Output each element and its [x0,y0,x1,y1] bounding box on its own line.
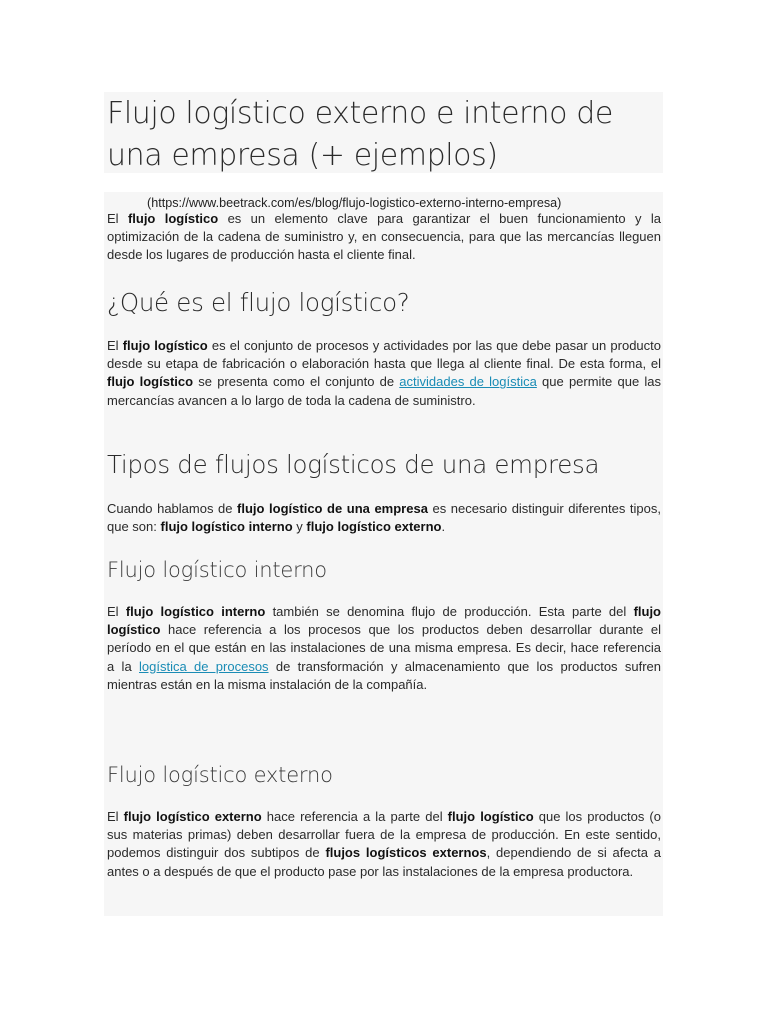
heading-types: Tipos de flujos logísticos de una empresa [107,450,600,479]
external-paragraph [107,808,661,881]
what-is-paragraph [107,337,661,410]
source-url: (https://www.beetrack.com/es/blog/flujo-logistico-externo-interno-empresa) [147,196,562,210]
text: . [441,519,446,535]
text: se presenta como el conjunto de [193,374,400,390]
page-title-text: Flujo logístico externo e interno de una empresa (+ ejemplos) [107,96,613,173]
text: El [107,211,128,226]
text: es un elemento clave para garantizar el buen funcionamiento y la optimización de la cadena de suministro y, en consecuencia, para que las mercancías lleguen desde los lugares de producción hasta el cliente final. [107,211,661,263]
text: y [292,519,307,535]
text: El [107,809,124,824]
bold-term: flujo logístico externo [123,809,262,824]
text: El [107,604,126,619]
bold-term: flujos logísticos externos [325,845,487,861]
text: , dependiendo de si afecta a antes o a después de que el producto pase por las instalaciones de la empresa productora. [107,845,661,879]
heading-internal: Flujo logístico interno [107,558,327,582]
text: que permite que las mercancías avancen a lo largo de toda la cadena de suministro. [107,374,661,408]
types-paragraph [107,500,661,536]
text: que los productos (o sus materias primas) deben desarrollar fuera de la empresa de producción. En este sentido, podemos distinguir dos subtipos de [107,809,661,861]
bold-term: flujo logístico [127,211,219,226]
bold-term: flujo logístico interno [125,604,266,619]
text: es el conjunto de procesos y actividades por las que debe pasar un producto desde su etapa de fabricación o elaboración hasta que llega al cliente final. De esta forma, el [107,338,662,372]
bold-term: flujo logístico interno [160,519,293,535]
heading-what-is: ¿Qué es el flujo logístico? [107,288,410,317]
internal-paragraph [107,603,661,694]
link-logistica-procesos[interactable]: logística de procesos [139,658,269,674]
bold-term: flujo logístico [107,604,661,638]
title-block [104,92,663,173]
link-actividades-logistica[interactable]: actividades de logística [399,374,537,390]
text: hace referencia a los procesos que los productos deben desarrollar durante el período en el que están en las instalaciones de una misma empresa. Es decir, hace referencia a la [107,622,661,674]
bold-term: flujo logístico [107,374,194,390]
text: también se denomina flujo de producción. Esta parte del [265,604,634,619]
source-block [104,192,663,210]
text: Cuando hablamos de [107,501,238,516]
page-title [107,93,663,177]
heading-external: Flujo logístico externo [107,763,333,787]
text: El [107,338,123,353]
text: hace referencia a la parte del [261,809,448,824]
bold-term: flujo logístico [447,809,534,824]
bold-term: flujo logístico externo [306,519,442,535]
content-block [104,210,663,916]
bold-term: flujo logístico de una empresa [237,501,428,516]
text: es necesario distinguir diferentes tipos, que son: [107,501,661,535]
intro-paragraph [107,210,661,265]
bold-term: flujo logístico [122,338,208,353]
text: de transformación y almacenamiento que los productos sufren mientras están en la misma instalación de la compañía. [107,658,662,692]
